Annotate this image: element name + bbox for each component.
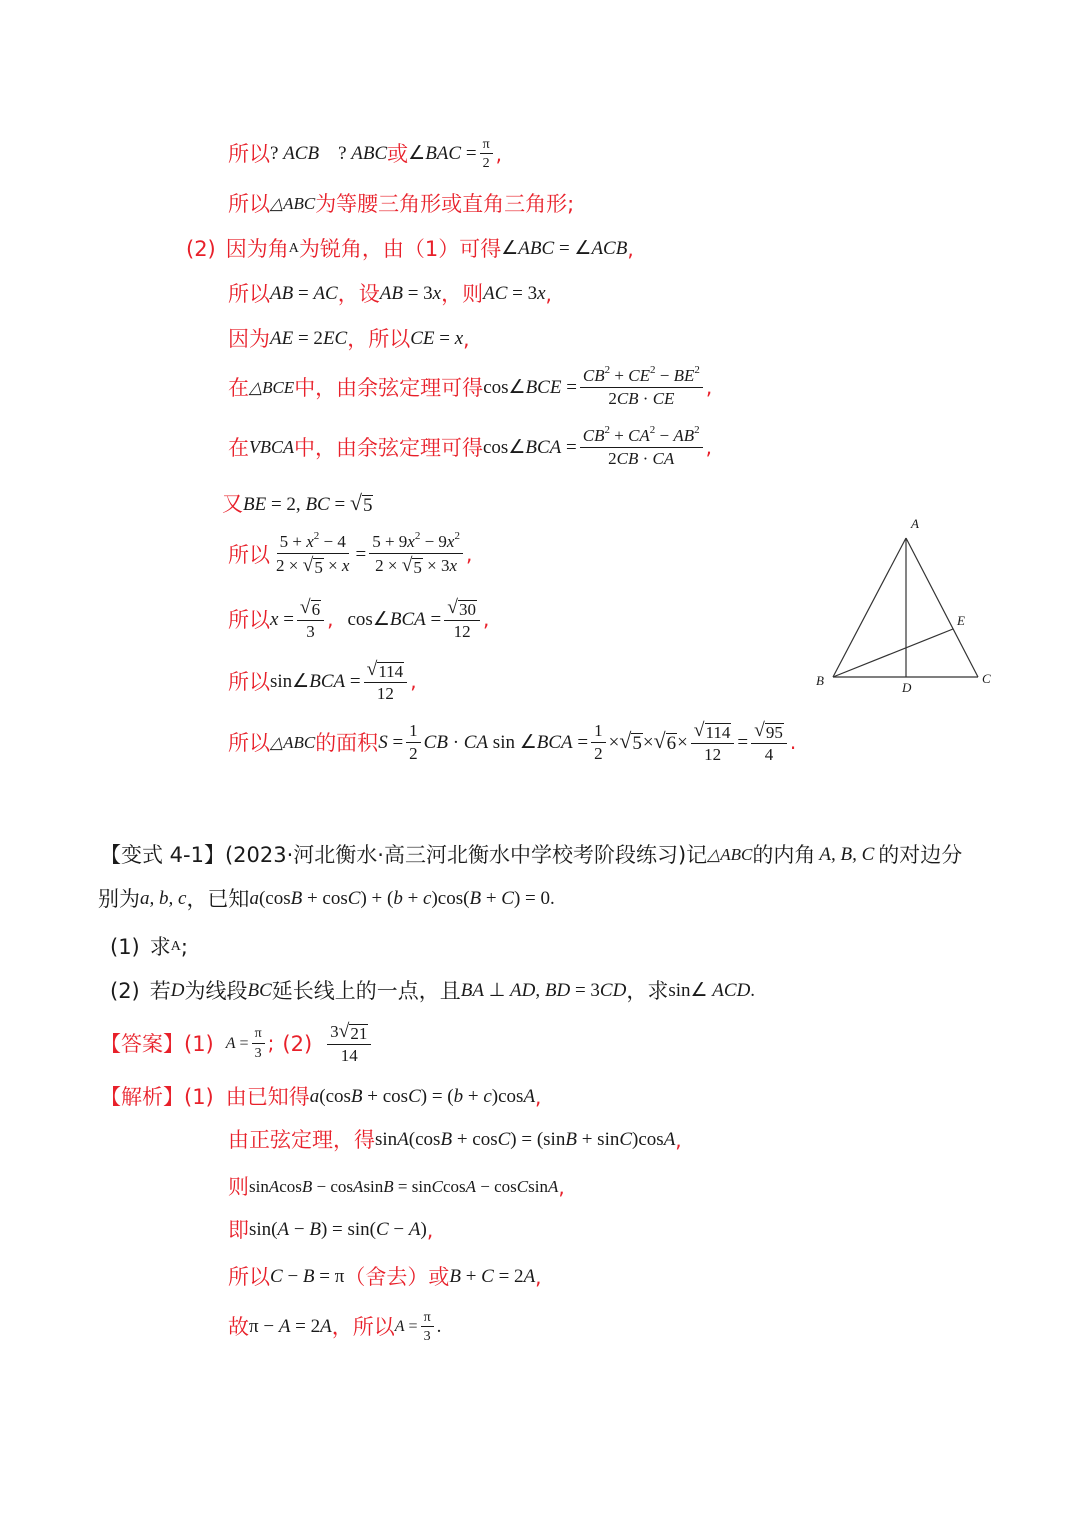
- fraction-cos-value: √ 30 12: [444, 598, 480, 642]
- part2-line-2: 所以 AB = AC ，设 AB = 3x ，则 AC = 3x ,: [228, 281, 552, 306]
- triangle-bce: △BCE: [249, 377, 295, 397]
- fraction-pi-over-3: $\frac{\pi}{3}$: [252, 1026, 265, 1061]
- math-expr: A =: [394, 1318, 418, 1336]
- math-expr: sin∠BCA =: [270, 670, 361, 692]
- fraction-area: √ 95 4: [751, 721, 787, 765]
- text: 若: [149, 979, 171, 1003]
- text: ;: [180, 935, 188, 959]
- text: 在: [228, 375, 249, 400]
- text: 为线段: [184, 979, 248, 1003]
- triangle-figure: [810, 512, 1000, 697]
- segment-be: [833, 629, 953, 677]
- text: 所以: [228, 607, 270, 632]
- question-2: [110, 979, 755, 1003]
- math-expr: ∠BAC =: [408, 143, 477, 165]
- math-expr: BA ⊥ AD, BD = 3CD: [460, 980, 627, 1002]
- text: 的面积: [315, 730, 379, 755]
- math-expr: sin∠ ACD.: [668, 980, 756, 1002]
- fraction-lhs: $5 + x^2 - 4$ 2 × √ 5 × x: [276, 530, 350, 577]
- math-expr: BE = 2, BC = √ 5: [243, 490, 373, 516]
- text: 中，由余弦定理可得: [294, 375, 484, 400]
- analysis-line-2: 由正弦定理，得 sinA(cosB + cosC) = (sinB + sinC)cosA ,: [228, 1127, 682, 1152]
- var-a: A: [170, 939, 181, 955]
- text: 则: [228, 1175, 249, 1199]
- part-label: (2): [186, 237, 216, 261]
- math-expr: AE = 2EC: [270, 328, 348, 350]
- var-d: D: [170, 980, 185, 1002]
- math-expr: sin(A − B) = sin(C − A): [249, 1219, 427, 1241]
- triangle-abc: △ABC: [270, 194, 316, 214]
- part2-line-1: (2) 因为角 A 为锐角，由（1）可得 ∠ABC = ∠ACB ,: [186, 236, 634, 261]
- solution-line-1: 所以 ? ACB ? ABC 或 ∠BAC = $\frac{\pi}{2}$ ,: [228, 137, 502, 172]
- analysis-line-6: 故 π − A = 2A ，所以 A = $\frac{\pi}{3}$ .: [228, 1310, 442, 1345]
- text: 在: [228, 435, 249, 460]
- var-bc: BC: [247, 980, 272, 1002]
- text: 所以: [228, 542, 270, 567]
- fraction-pi-over-2: $\frac{\pi}{2}$: [480, 137, 493, 172]
- text: 由已知得: [225, 1085, 310, 1109]
- text: 又: [222, 492, 243, 516]
- fraction-cos-bce: $\frac{CB^2 + CE^2 - BE^2}{2CB \cdot CE}$: [580, 367, 703, 408]
- text: 所以: [228, 669, 270, 694]
- math-expr: cos∠BCA =: [483, 436, 577, 458]
- math-expr: × √ 5 × √ 6 ×: [608, 729, 688, 755]
- vertex-label-b: B: [816, 673, 824, 688]
- analysis-line-3: 则 sinAcosB − cosAsinB = sinCcosA − cosCsinA ,: [228, 1174, 565, 1199]
- triangle-abc: △ABC: [270, 732, 316, 752]
- text: 故: [228, 1315, 249, 1340]
- fraction-answer-2: 3 √ 21 14: [327, 1022, 371, 1066]
- text: 因为: [228, 327, 270, 351]
- math-expr: S =: [378, 731, 404, 753]
- answer-part-2: (2): [282, 1031, 313, 1056]
- point-label-e: E: [957, 613, 965, 628]
- analysis-line-1: 【解析】 (1) 由已知得 a(cosB + cosC) = (b + c)cosA ,: [100, 1084, 542, 1109]
- text: ，已知: [186, 887, 250, 911]
- math-expr: cos∠BCE =: [483, 376, 577, 398]
- text: 所以: [228, 1265, 270, 1289]
- variant-header: [100, 843, 962, 867]
- text: 为锐角，由（1）可得: [298, 237, 502, 261]
- text-suffix: 为等腰三角形或直角三角形;: [315, 192, 575, 216]
- math-expr: sinA(cosB + cosC) = (sinB + sinC)cosA: [375, 1129, 676, 1151]
- question-1: [110, 935, 188, 959]
- analysis-part-1: (1): [184, 1085, 214, 1109]
- fraction-sin-value: √ 114 12: [691, 721, 735, 765]
- math-expr: A =: [225, 1034, 249, 1052]
- fraction-cos-bca: $\frac{CB^2 + CA^2 - AB^2}{2CB \cdot CA}$: [580, 427, 703, 468]
- math-expr: AB = AC: [270, 283, 338, 305]
- answer-tag: 【答案】: [100, 1031, 184, 1056]
- math-expr: x =: [270, 608, 294, 630]
- text: （舍去）或: [344, 1265, 450, 1289]
- analysis-tag: 【解析】: [100, 1085, 184, 1109]
- text: 由正弦定理，得: [228, 1128, 375, 1152]
- math-expr: a(cosB + cosC) + (b + c)cos(B + C) = 0.: [249, 888, 555, 910]
- analysis-line-5: 所以 C − B = π （舍去）或 B + C = 2A ,: [228, 1264, 542, 1289]
- math-expr: a(cosB + cosC) = (b + c)cosA: [309, 1086, 536, 1108]
- fraction-half: $\frac{1}{2}$: [591, 722, 606, 763]
- text-or: 或: [387, 142, 409, 167]
- variant-source: (2023·河北衡水·高三河北衡水中学校考阶段练习): [224, 843, 687, 867]
- vertex-label-a: A: [911, 516, 919, 531]
- part2-line-5: 在 VBCA 中，由余弦定理可得 cos∠BCA = $\frac{CB^2 + CA^2 - AB^2}{2CB \cdot CA}$ ,: [228, 424, 713, 468]
- edge-ac: [906, 538, 978, 677]
- variant-line-2: [98, 887, 555, 911]
- part2-line-4: 在 △BCE 中，由余弦定理可得 cos∠BCE = $\frac{CB^2 + CE^2 - BE^2}{2CB \cdot CE}$ ,: [228, 364, 713, 408]
- text: 记: [686, 843, 708, 867]
- triangle-bca: VBCA: [249, 437, 294, 458]
- text: 求: [149, 935, 171, 959]
- answer-line: 【答案】 (1) A = $\frac{\pi}{3}$ ; (2) 3 √ 21 14: [100, 1022, 374, 1066]
- variant-tag: 【变式 4-1】: [100, 843, 225, 867]
- text: 别为: [98, 887, 140, 911]
- text: 的内角: [752, 843, 816, 867]
- q-label: (2): [110, 979, 140, 1003]
- math-expr: AC = 3x: [483, 283, 546, 305]
- math-expr: ? ACB ? ABC: [270, 143, 388, 165]
- edge-ab: [833, 538, 906, 677]
- fraction-x: √ 6 3: [297, 598, 324, 642]
- solution-line-2: [228, 192, 574, 216]
- math-expr: CB · CA sin ∠BCA =: [423, 731, 589, 753]
- math-expr: C − B = π: [270, 1266, 345, 1288]
- math-expr: π − A = 2A: [249, 1316, 332, 1338]
- text: ，求: [626, 979, 669, 1003]
- math-expr: cos∠BCA =: [347, 608, 442, 630]
- answer-part-1: (1): [184, 1031, 214, 1056]
- triangle-abc: △ABC: [707, 845, 753, 865]
- text: ，则: [441, 282, 484, 306]
- math-expr: ∠ABC = ∠ACB: [501, 238, 628, 260]
- fraction-sin-value: √ 114 12: [364, 660, 408, 704]
- text-prefix: 所以: [228, 142, 270, 167]
- fraction-half: $\frac{1}{2}$: [406, 722, 421, 763]
- q-label: (1): [110, 935, 140, 959]
- text: ，所以: [347, 327, 411, 351]
- part2-line-9: 所以 sin∠BCA = √ 114 12 ,: [228, 659, 417, 703]
- point-label-d: D: [902, 680, 912, 695]
- text: 延长线上的一点，且: [271, 979, 461, 1003]
- text: 中，由余弦定理可得: [294, 435, 483, 460]
- side-vars: a, b, c: [140, 888, 187, 910]
- angle-vars: A, B, C: [819, 844, 875, 866]
- part2-line-10: 所以 △ABC 的面积 S = $\frac{1}{2}$ CB · CA sin ∠BCA = $\frac{1}{2}$ × √ 5 × √ 6 × √ 114 12 = √ 95 4 .: [228, 720, 797, 764]
- text: 所以: [228, 282, 270, 306]
- part2-line-6: [222, 492, 373, 516]
- part2-line-3: 因为 AE = 2EC ，所以 CE = x ,: [228, 326, 470, 351]
- math-expr: CE = x: [410, 328, 464, 350]
- text: 所以: [228, 730, 270, 755]
- var-a: A: [288, 241, 299, 257]
- text: ，设: [337, 282, 380, 306]
- fraction-rhs: $5 + 9x^2 - 9x^2$ 2 × √ 5 × 3x: [369, 533, 463, 577]
- text: 即: [228, 1218, 249, 1242]
- part2-line-8: 所以 x = √ 6 3 , cos∠BCA = √ 30 12 ,: [228, 597, 490, 641]
- text: 因为角: [225, 237, 289, 261]
- math-expr: AB = 3x: [379, 283, 442, 305]
- math-expr: sinAcosB − cosAsinB = sinCcosA − cosCsinA: [249, 1177, 559, 1197]
- text: ，所以: [331, 1315, 395, 1340]
- vertex-label-c: C: [982, 671, 991, 686]
- part2-line-7: 所以 $5 + x^2 - 4$ 2 × √ 5 × x = $5 + 9x^2 - 9x^2$ 2 × √ 5 × 3x ,: [228, 530, 473, 577]
- analysis-line-4: 即 sin(A − B) = sin(C − A) ,: [228, 1217, 434, 1242]
- text-prefix: 所以: [228, 192, 270, 216]
- math-expr: B + C = 2A: [449, 1266, 536, 1288]
- text: 的对边分: [878, 843, 963, 867]
- fraction-pi-over-3: $\frac{\pi}{3}$: [421, 1310, 434, 1345]
